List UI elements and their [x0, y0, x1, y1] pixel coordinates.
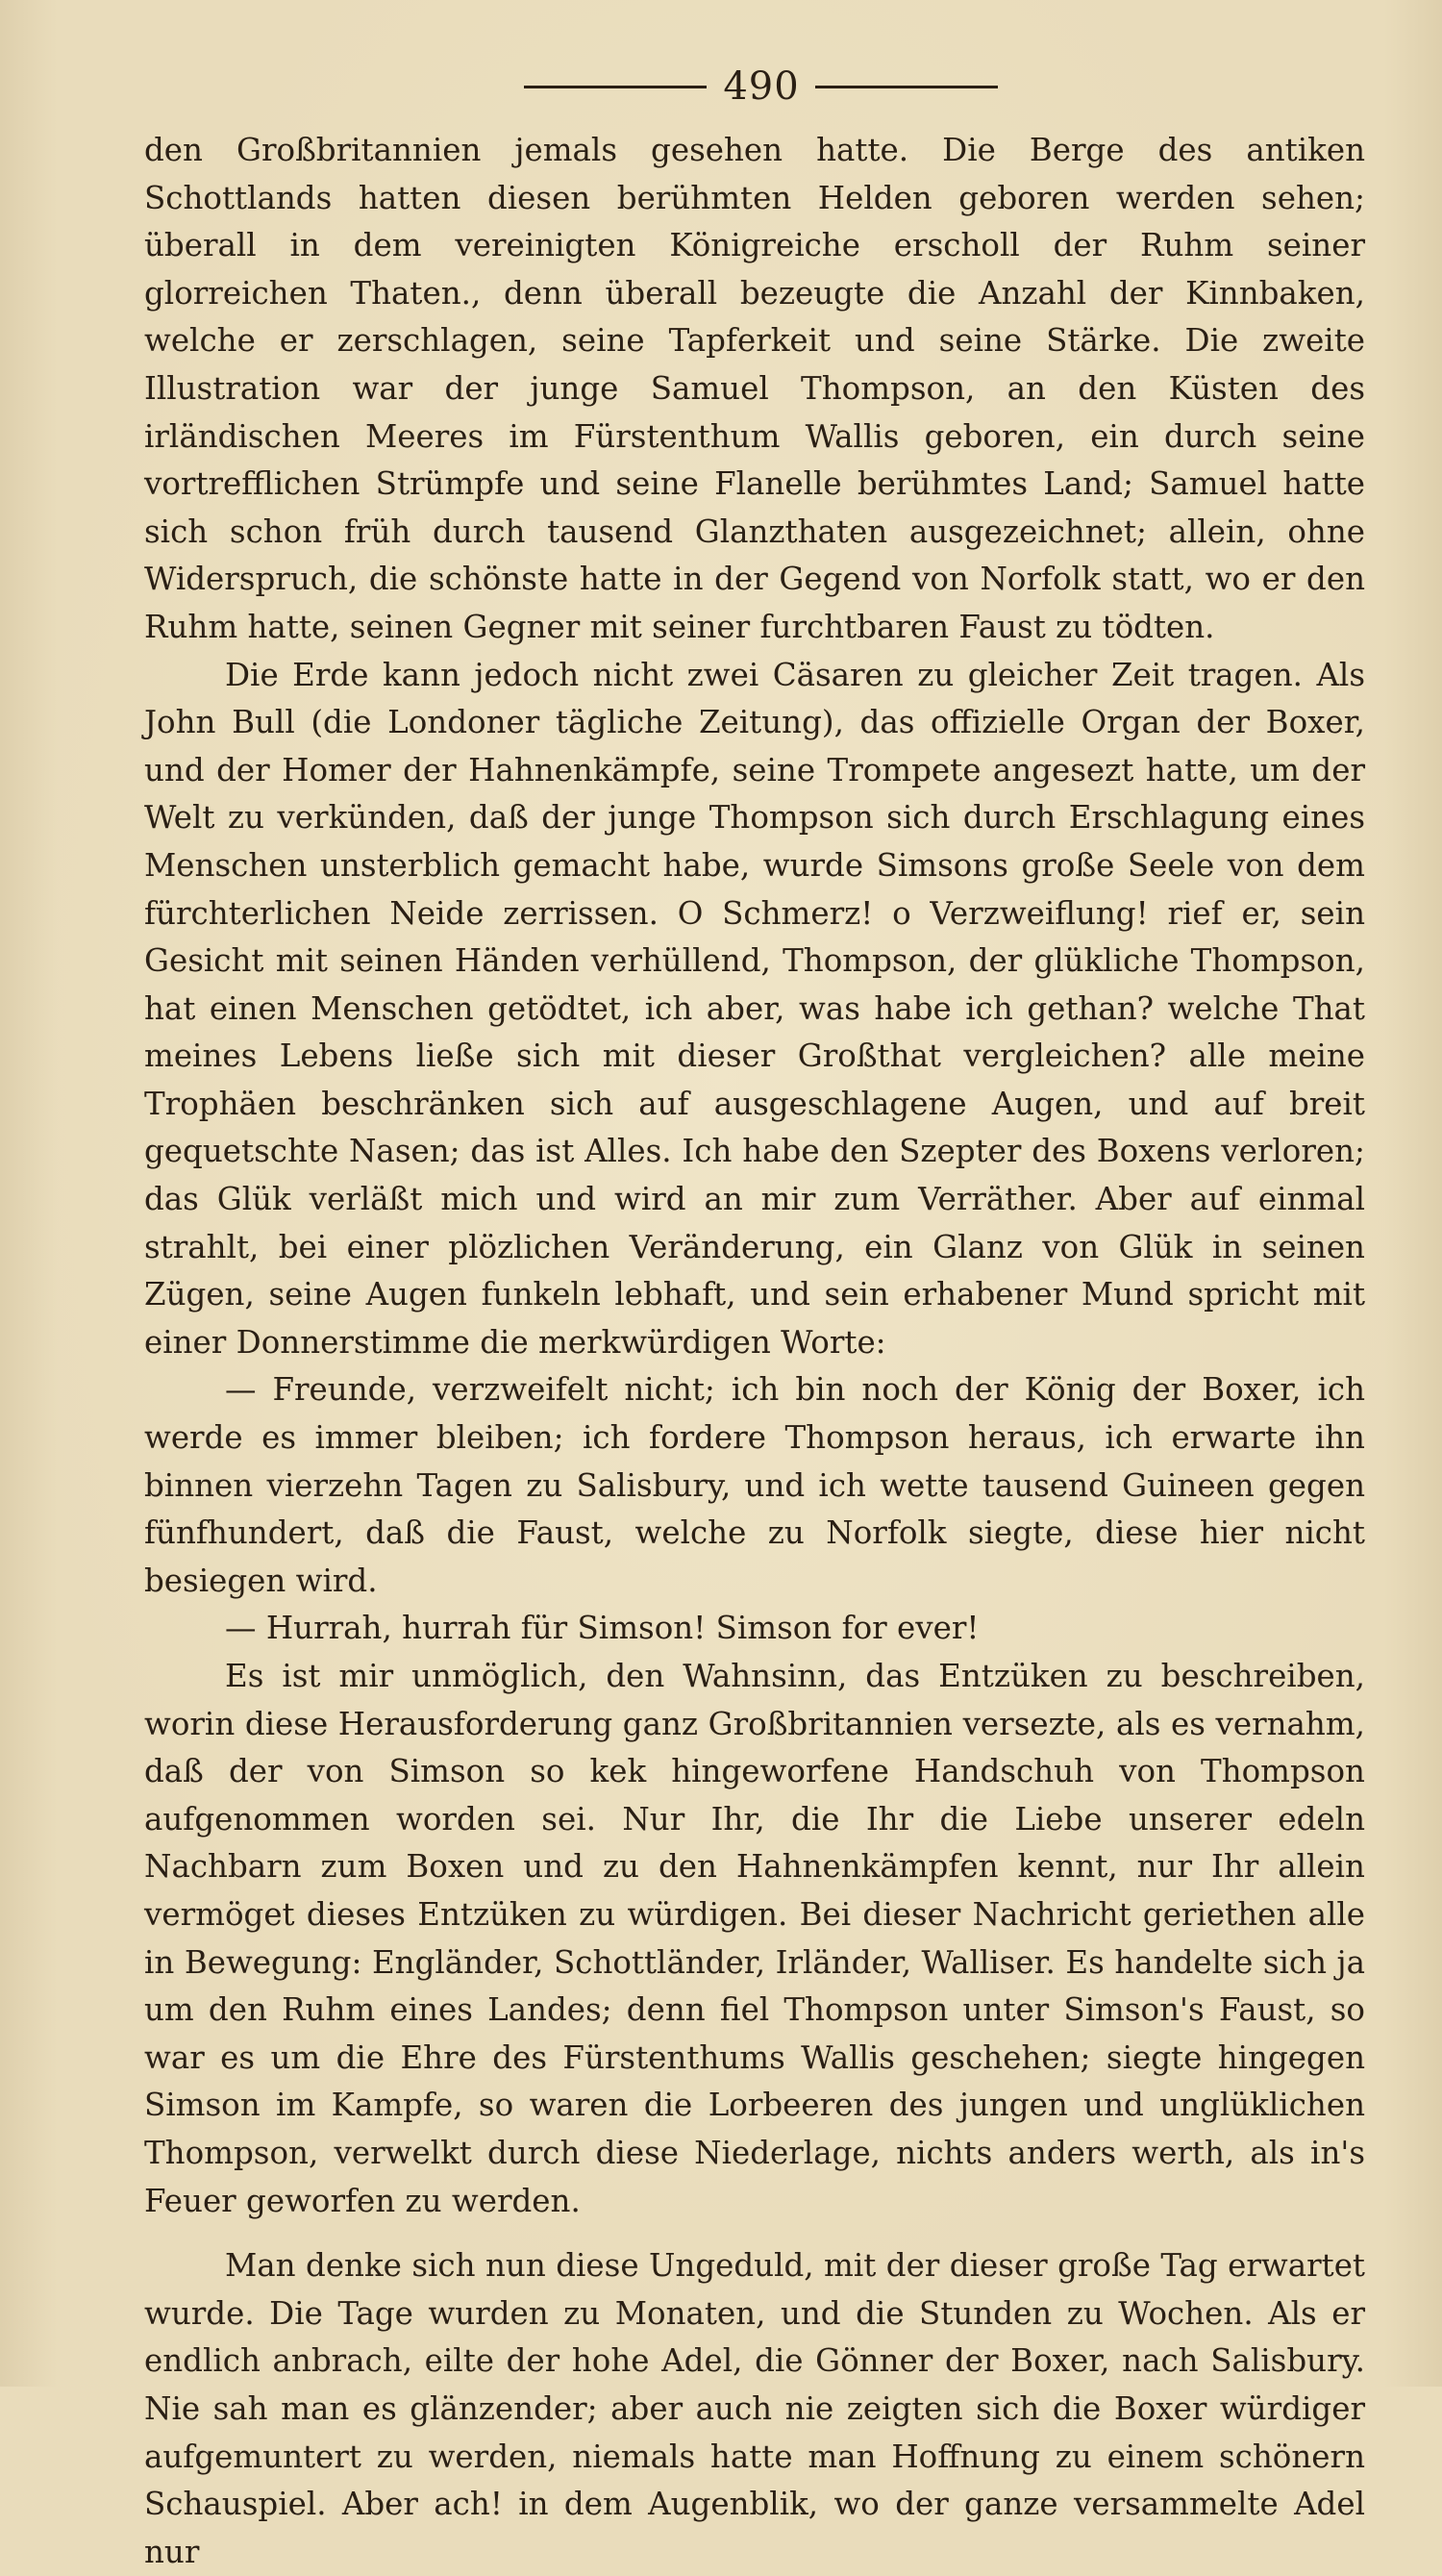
paragraph: Die Erde kann jedoch nicht zwei Cäsaren zu gleicher Zeit tragen. Als John Bull (die Londoner tägliche Zeitung), das offizielle Organ der Boxer, und der Homer der Hahnenkämpfe, seine Trompete angesezt hatte, um der Welt zu verkünden, daß der junge Thompson sich durch Erschlagung eines Menschen unsterblich gemacht habe, wurde Simsons große Seele von dem fürchterlichen Neide zerrissen. O Schmerz! o Verzweiflung! rief er, sein Gesicht mit seinen Händen verhüllend, Thompson, der glükliche Thompson, hat einen Menschen getödtet, ich aber, was habe ich gethan? welche That meines Lebens ließe sich mit dieser Großthat vergleichen? alle meine Trophäen beschränken sich auf ausgeschlagene Augen, und auf breit gequetschte Nasen; das ist Alles. Ich habe den Szepter des Boxens verloren; das Glük verläßt mich und wird an mir zum Verräther. Aber auf einmal strahlt, bei einer plözlichen Veränderung, ein Glanz von Glük in seinen Zügen, seine Augen funkeln lebhaft, und sein erhabener Mund spricht mit einer Donnerstimme die merkwürdigen Worte: [144, 656, 1365, 1361]
header-rule-right [815, 86, 998, 88]
body-text [144, 127, 1365, 2576]
paragraph: Es ist mir unmöglich, den Wahnsinn, das Entzüken zu beschreiben, worin diese Herausforderung ganz Großbritannien versezte, als es vernahm, daß der von Simson so kek hingeworfene Handschuh von Thompson aufgenommen worden sei. Nur Ihr, die Ihr die Liebe unserer edeln Nachbarn zum Boxen und zu den Hahnenkämpfen kennt, nur Ihr allein vermöget dieses Entzüken zu würdigen. Bei dieser Nachricht geriethen alle in Bewegung: Engländer, Schottländer, Irländer, Walliser. Es handelte sich ja um den Ruhm eines Landes; denn fiel Thompson unter Simson's Faust, so war es um die Ehre des Fürstenthums Wallis geschehen; siegte hingegen Simson im Kampfe, so waren die Lorbeeren des jungen und unglüklichen Thompson, verwelkt durch diese Niederlage, nichts anders werth, als in's Feuer geworfen zu werden. [144, 1658, 1365, 2219]
page-header [0, 60, 1442, 108]
paragraph: Man denke sich nun diese Ungeduld, mit der dieser große Tag erwartet wurde. Die Tage wurden zu Monaten, und die Stunden zu Wochen. Als er endlich anbrach, eilte der hohe Adel, die Gönner der Boxer, nach Salisbury. Nie sah man es glänzender; aber auch nie zeigten sich die Boxer würdiger aufgemuntert zu werden, niemals hatte man Hoffnung zu einem schönern Schauspiel. Aber ach! in dem Augenblik, wo der ganze versammelte Adel nur [144, 2247, 1365, 2570]
header-rule-left [524, 86, 707, 88]
paragraph-quote: — Hurrah, hurrah für Simson! Simson for ever! [225, 1610, 980, 1647]
paragraph-quote: — Freunde, verzweifelt nicht; ich bin noch der König der Boxer, ich werde es immer bleiben; ich fordere Thompson heraus, ich erwarte ihn binnen vierzehn Tagen zu Salisbury, und ich wette tausend Guineen gegen fünfhundert, daß die Faust, welche zu Norfolk siegte, diese hier nicht besiegen wird. [144, 1371, 1365, 1599]
page-number: 490 [723, 64, 800, 109]
paragraph-continued: den Großbritannien jemals gesehen hatte. Die Berge des antiken Schottlands hatten diesen berühmten Helden geboren werden sehen; überall in dem vereinigten Königreiche erscholl der Ruhm seiner glorreichen Thaten., denn überall bezeugte die Anzahl der Kinnbaken, welche er zerschlagen, seine Tapferkeit und seine Stärke. Die zweite Illustration war der junge Samuel Thompson, an den Küsten des irländischen Meeres im Fürstenthum Wallis geboren, ein durch seine vortrefflichen Strümpfe und seine Flanelle berühmtes Land; Samuel hatte sich schon früh durch tausend Glanzthaten ausgezeichnet; allein, ohne Widerspruch, die schönste hatte in der Gegend von Norfolk statt, wo er den Ruhm hatte, seinen Gegner mit seiner furchtbaren Faust zu tödten. [144, 132, 1365, 645]
